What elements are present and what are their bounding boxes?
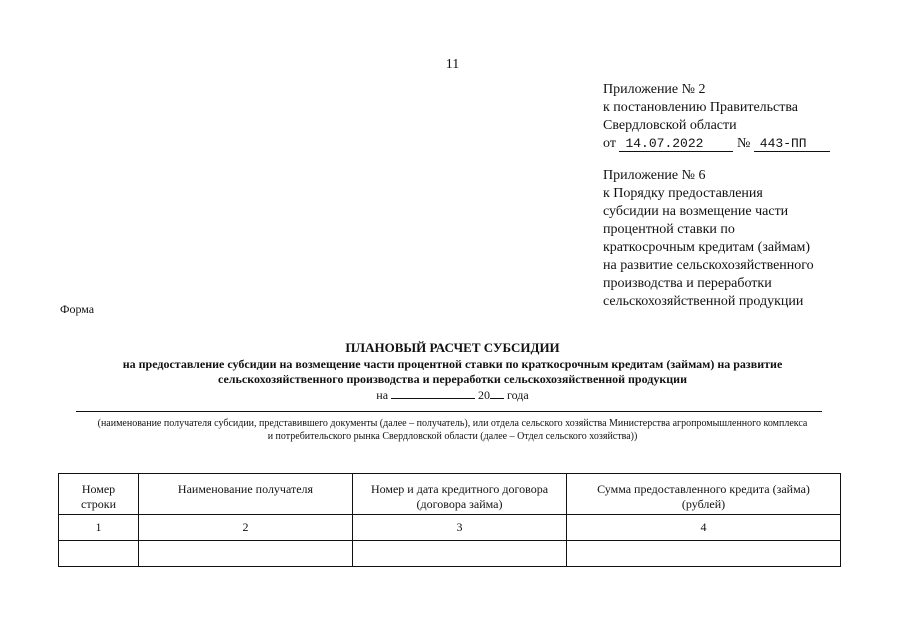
appendix-sub-line: процентной ставки по — [603, 222, 735, 237]
subsidy-table — [58, 473, 841, 567]
recipient-note-line: (наименование получателя субсидии, представившего документы (далее – получатель), или отдела сельского хозяйства Министерства агропромышленного комплекса — [97, 418, 808, 429]
appendix-main-line: к постановлению Правительства — [603, 100, 799, 115]
document-subtitle — [80, 357, 825, 387]
empty-cell[interactable] — [139, 541, 353, 567]
appendix-sub-header — [603, 167, 814, 311]
column-number: 3 — [353, 515, 567, 541]
recipient-name-line[interactable] — [76, 411, 822, 412]
resolution-date: 14.07.2022 — [619, 137, 733, 152]
appendix-sub-line: сельскохозяйственной продукции — [603, 294, 804, 309]
header-text: (договора займа) — [416, 497, 503, 511]
period-year-prefix: 20 — [478, 388, 491, 402]
resolution-number: 443-ПП — [754, 137, 830, 152]
empty-cell[interactable] — [567, 541, 841, 567]
header-text: Номер — [81, 482, 116, 496]
form-label: Форма — [60, 302, 95, 316]
subtitle-line: на предоставление субсидии на возмещение части процентной ставки по краткосрочным кредитам (займам) на развитие — [122, 357, 783, 371]
appendix-sub-line: Приложение № 6 — [603, 168, 706, 183]
header-text: Наименование получателя — [177, 482, 314, 496]
empty-cell[interactable] — [59, 541, 139, 567]
appendix-sub-line: краткосрочным кредитам (займам) — [603, 240, 811, 255]
header-credit-amount — [567, 474, 841, 515]
period-prefix: на — [376, 388, 389, 402]
recipient-note — [60, 417, 845, 443]
column-number: 4 — [567, 515, 841, 541]
appendix-main-line: Свердловской области — [603, 118, 737, 133]
appendix-sub-line: производства и переработки — [603, 276, 772, 291]
appendix-sub-line: на развитие сельскохозяйственного — [603, 258, 814, 273]
header-row-number — [59, 474, 139, 515]
header-contract — [353, 474, 567, 515]
table-row — [59, 541, 841, 567]
period-blank-field[interactable] — [391, 387, 475, 399]
subtitle-line: сельскохозяйственного производства и переработки сельскохозяйственной продукции — [218, 372, 687, 386]
date-prefix: от — [603, 136, 616, 151]
appendix-main-line: Приложение № 2 — [603, 82, 706, 97]
header-text: строки — [81, 497, 116, 511]
header-text: Сумма предоставленного кредита (займа) — [597, 482, 810, 496]
appendix-main-header — [603, 81, 830, 153]
empty-cell[interactable] — [353, 541, 567, 567]
appendix-main-date-line — [603, 135, 830, 153]
column-number: 2 — [139, 515, 353, 541]
table-header-row — [59, 474, 841, 515]
recipient-note-line: и потребительского рынка Свердловской области (далее – Отдел сельского хозяйства)) — [267, 431, 638, 442]
header-recipient-name — [139, 474, 353, 515]
appendix-sub-line: субсидии на возмещение части — [603, 204, 789, 219]
appendix-sub-line: к Порядку предоставления — [603, 186, 763, 201]
number-prefix: № — [736, 136, 751, 151]
header-text: (рублей) — [681, 497, 726, 511]
page-number: 11 — [445, 57, 460, 72]
period-line — [0, 387, 905, 403]
document-title: ПЛАНОВЫЙ РАСЧЕТ СУБСИДИИ — [345, 340, 560, 355]
year-blank-field[interactable] — [490, 387, 504, 399]
column-number: 1 — [59, 515, 139, 541]
column-number-row — [59, 515, 841, 541]
period-suffix: года — [507, 388, 529, 402]
header-text: Номер и дата кредитного договора — [370, 482, 549, 496]
